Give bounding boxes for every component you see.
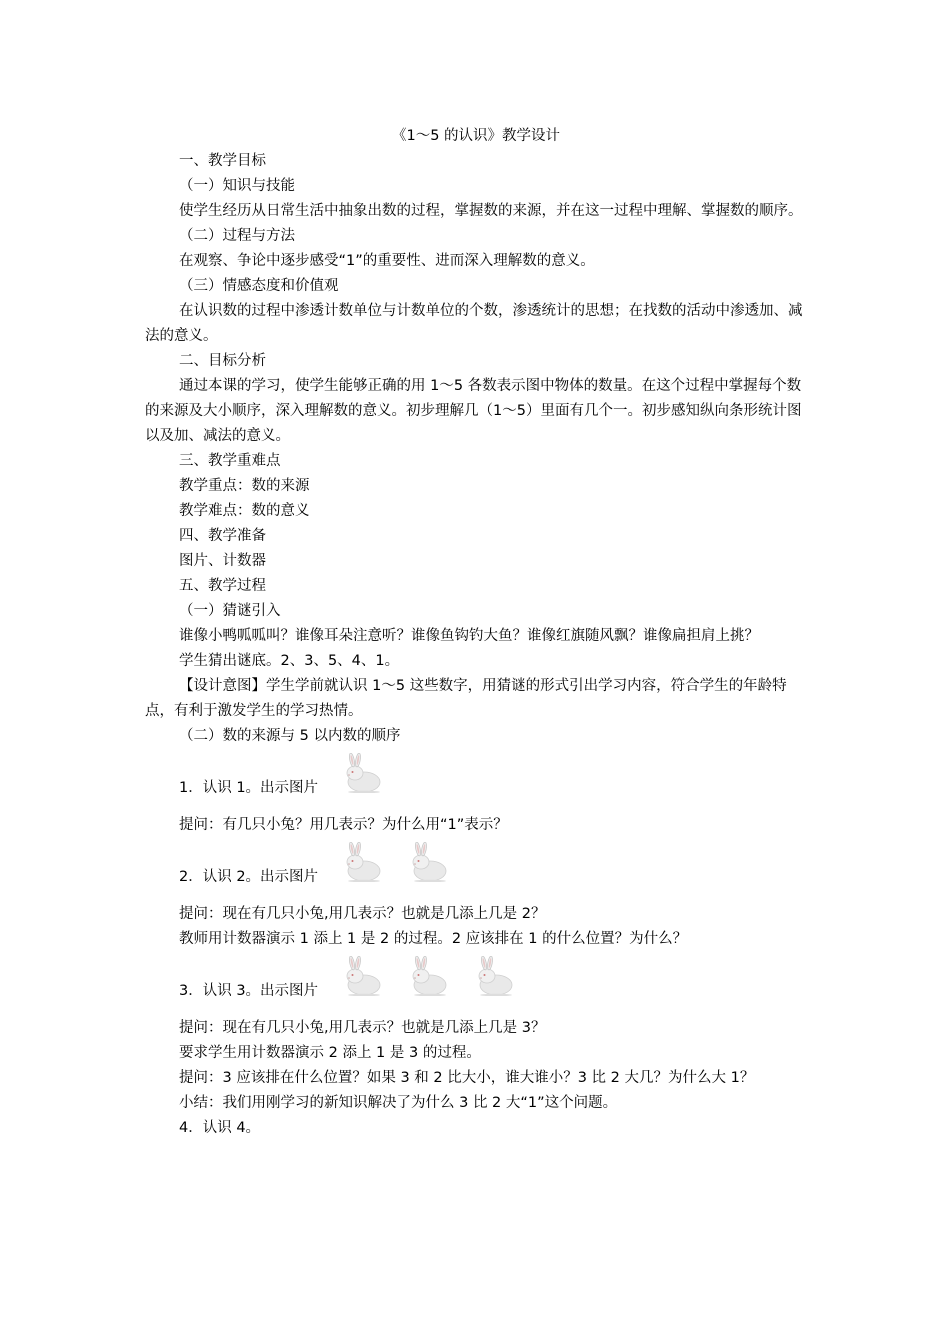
- section-heading: 二、目标分析: [179, 353, 266, 369]
- subsection-heading: （一）知识与技能: [179, 178, 295, 194]
- section-heading: 四、教学准备: [179, 528, 266, 544]
- section-heading: 一、教学目标: [179, 153, 266, 169]
- paragraph: 教师用计数器演示 1 添上 1 是 2 的过程。2 应该排在 1 的什么位置？为什么？: [179, 931, 688, 947]
- rabbit-images: [340, 842, 450, 882]
- rabbit-icon: [340, 842, 384, 882]
- subsection-heading: （二）数的来源与 5 以内数的顺序: [179, 728, 401, 744]
- paragraph: 4．认识 4。: [179, 1120, 261, 1136]
- document-body: [145, 124, 807, 1141]
- step-3-line: [145, 952, 807, 1004]
- paragraph: 提问：现在有几只小兔,用几表示？也就是几添上几是 3？: [179, 1020, 546, 1036]
- step-3-caption: 3．认识 3。出示图片: [179, 983, 319, 999]
- rabbit-icon: [340, 956, 384, 996]
- section-heading: 五、教学过程: [179, 578, 266, 594]
- subsection-heading: （二）过程与方法: [179, 228, 295, 244]
- design-intent-paragraph: 【设计意图】学生学前就认识 1～5 这些数字，用猜谜的形式引出学习内容，符合学生的年龄特点，有利于激发学生的学习热情。: [145, 678, 787, 719]
- paragraph: 教学难点：数的意义: [179, 503, 310, 519]
- paragraph: 图片、计数器: [179, 553, 266, 569]
- paragraph: 谁像小鸭呱呱叫？谁像耳朵注意听？谁像鱼钩钓大鱼？谁像红旗随风飘？谁像扁担肩上挑？: [179, 628, 759, 644]
- subsection-heading: （三）情感态度和价值观: [179, 278, 339, 294]
- step-2-caption: 2．认识 2。出示图片: [179, 869, 319, 885]
- rabbit-icon: [472, 956, 516, 996]
- paragraph: 学生猜出谜底。2、3、5、4、1。: [179, 653, 400, 669]
- rabbit-icon: [406, 842, 450, 882]
- paragraph: 使学生经历从日常生活中抽象出数的过程，掌握数的来源，并在这一过程中理解、掌握数的顺序。: [179, 203, 803, 219]
- section-heading: 三、教学重难点: [179, 453, 281, 469]
- subsection-heading: （一）猜谜引入: [179, 603, 281, 619]
- paragraph: 教学重点：数的来源: [179, 478, 310, 494]
- paragraph: 小结：我们用刚学习的新知识解决了为什么 3 比 2 大“1”这个问题。: [179, 1095, 618, 1111]
- step-2-line: [145, 838, 807, 890]
- paragraph: 在观察、争论中逐步感受“1”的重要性、进而深入理解数的意义。: [179, 253, 595, 269]
- rabbit-icon: [406, 956, 450, 996]
- step-1-line: [145, 749, 807, 801]
- rabbit-images: [340, 956, 516, 996]
- paragraph: 通过本课的学习，使学生能够正确的用 1～5 各数表示图中物体的数量。在这个过程中掌握每个数的来源及大小顺序，深入理解数的意义。初步理解几（1～5）里面有几个一。初步感知纵向条形统计图以及加、减法的意义。: [145, 378, 802, 444]
- paragraph: 提问：有几只小兔？用几表示？为什么用“1”表示？: [179, 817, 508, 833]
- paragraph: 在认识数的过程中渗透计数单位与计数单位的个数，渗透统计的思想；在找数的活动中渗透加、减法的意义。: [145, 303, 803, 344]
- step-1-caption: 1．认识 1。出示图片: [179, 780, 319, 796]
- paragraph: 提问：3 应该排在什么位置？如果 3 和 2 比大小，谁大谁小？3 比 2 大几？为什么大 1？: [179, 1070, 755, 1086]
- document-title: 《1～5 的认识》教学设计: [391, 128, 561, 144]
- paragraph: 提问：现在有几只小兔,用几表示？也就是几添上几是 2？: [179, 906, 546, 922]
- paragraph: 要求学生用计数器演示 2 添上 1 是 3 的过程。: [179, 1045, 481, 1061]
- rabbit-images: [340, 753, 384, 793]
- rabbit-icon: [340, 753, 384, 793]
